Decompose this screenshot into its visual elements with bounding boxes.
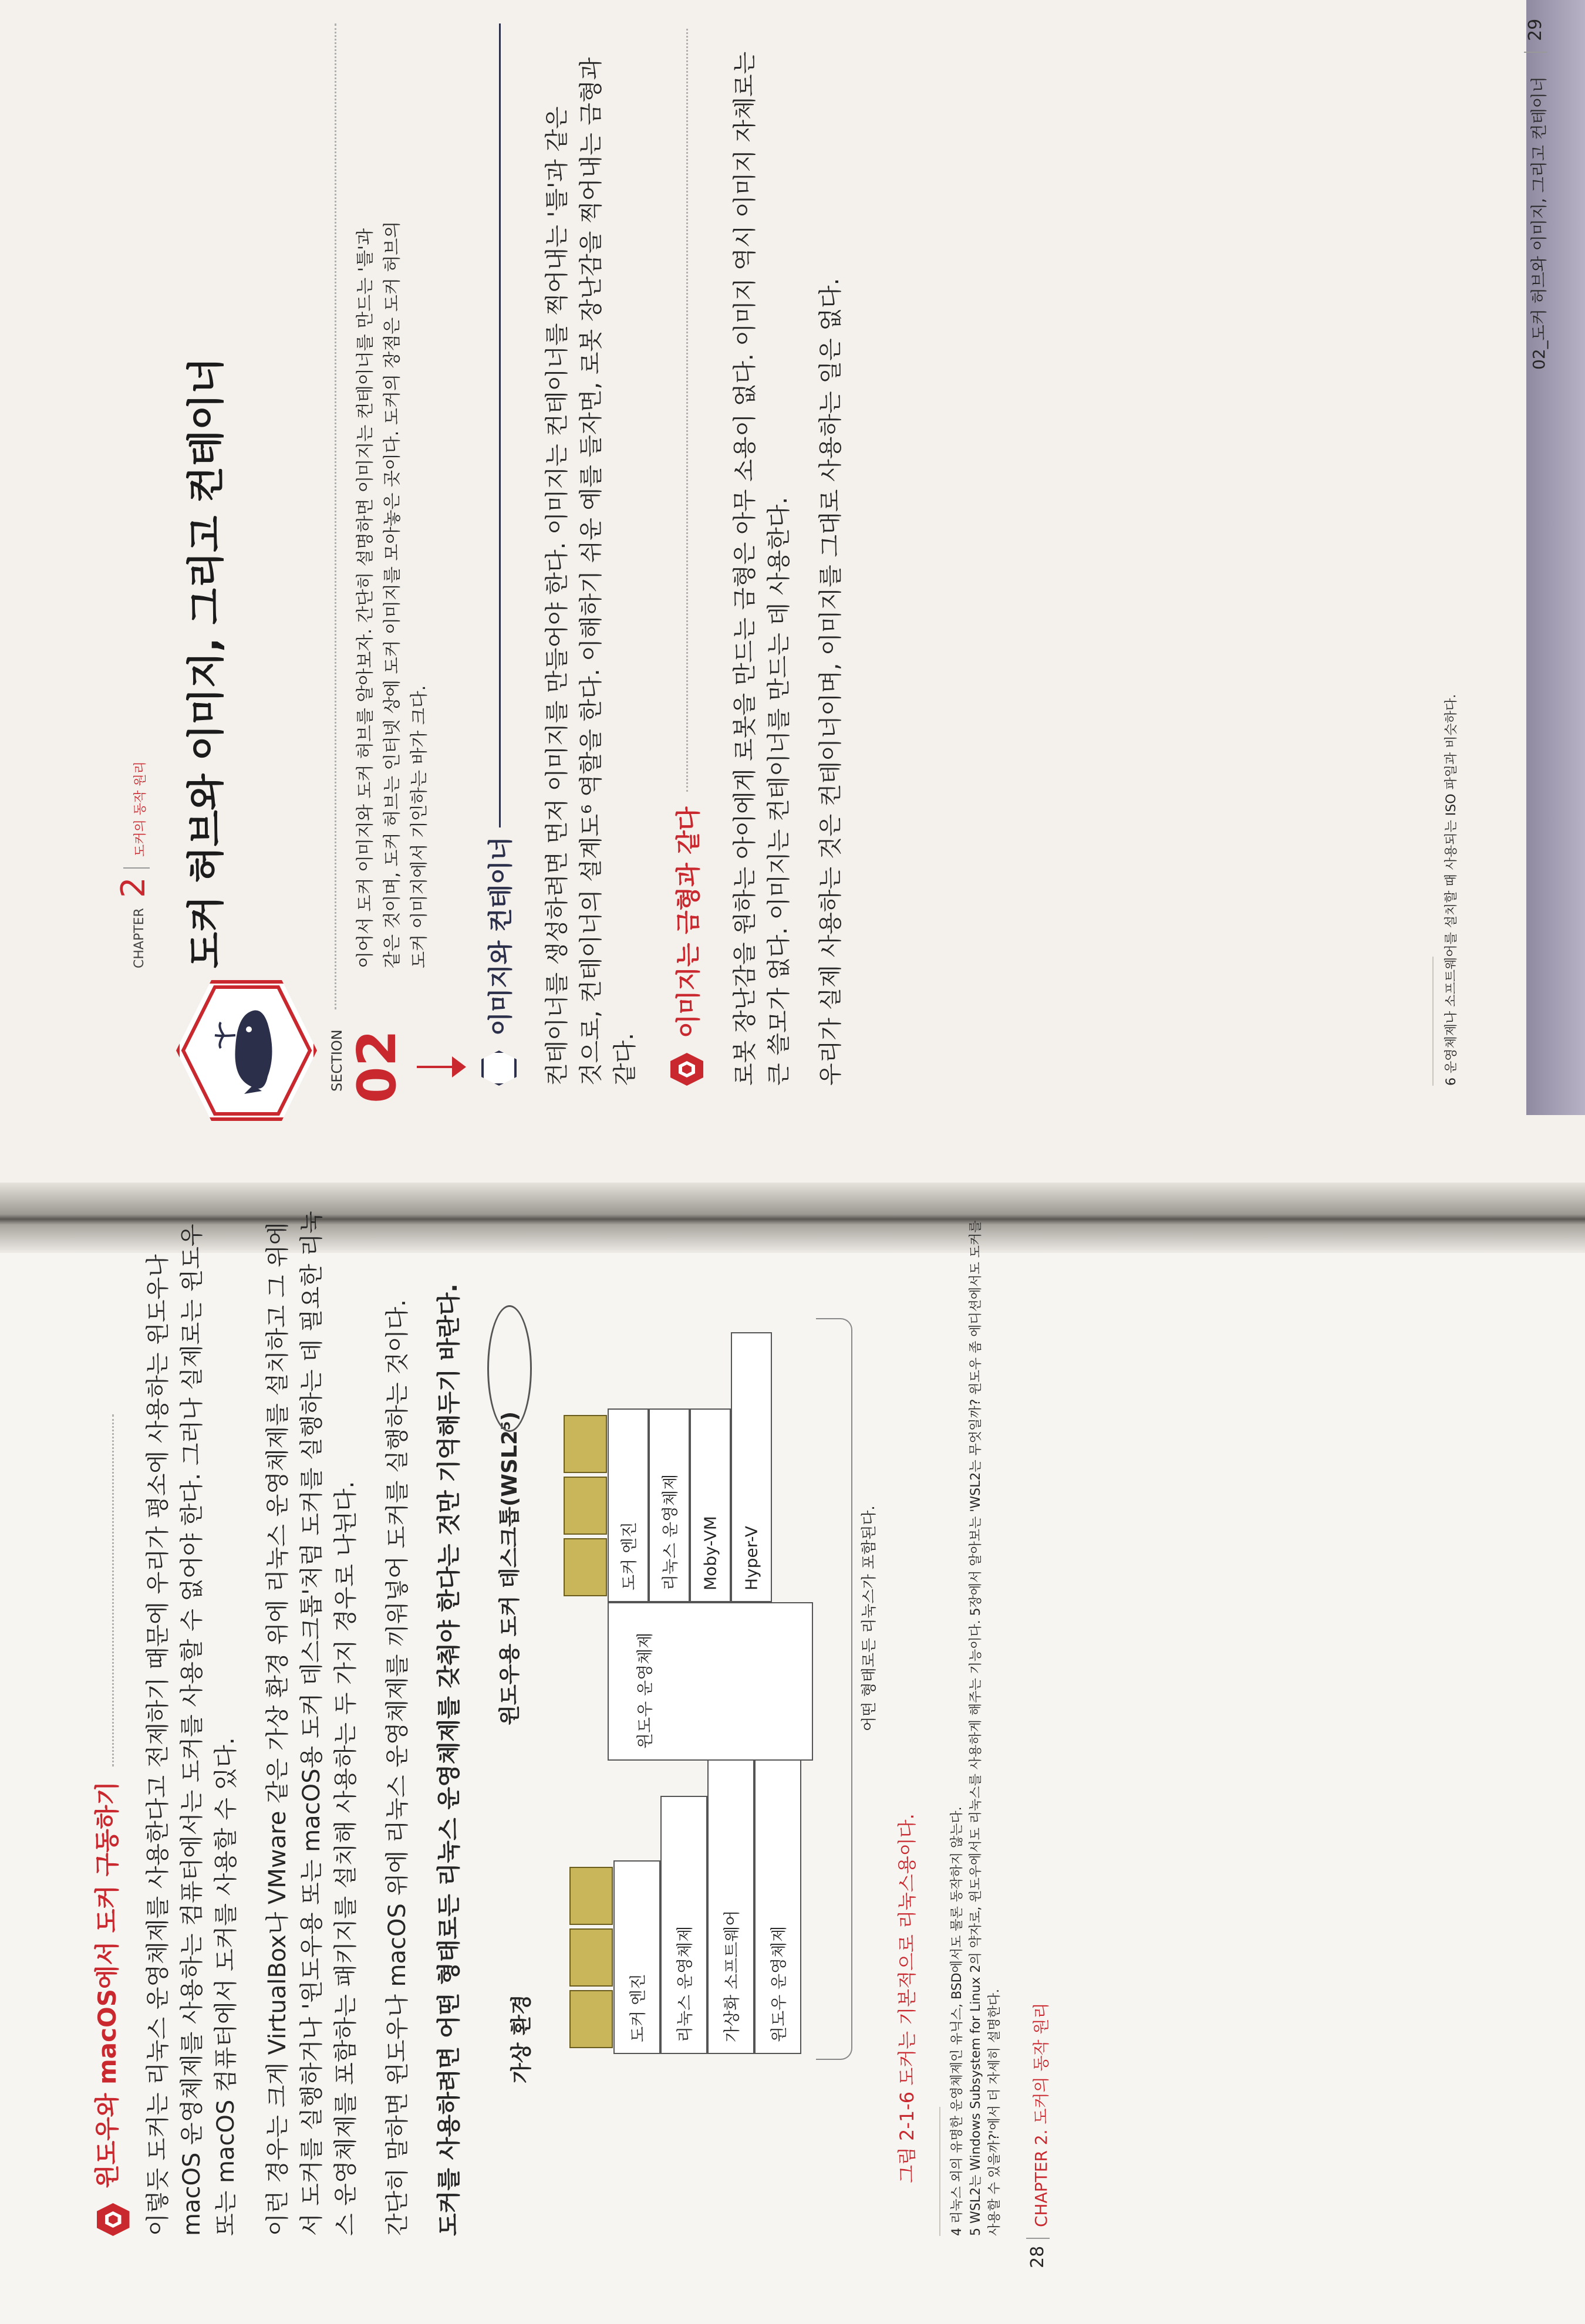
layer-label: 도커 엔진 (619, 1521, 639, 1590)
paragraph: 서 도커를 실행하거나 '윈도우용 또는 macOS용 도커 데스크톱'처럼 도커를 실행하는 데 필요한 리눅 (298, 1211, 325, 2236)
layer-label: 리눅스 운영체제 (675, 1926, 694, 2042)
whale-badge (176, 980, 317, 1121)
chapter-divider (123, 867, 150, 869)
figure-caption (892, 1813, 919, 2183)
intro-line: 같은 것이며, 도커 허브는 인터넷 상에 도커 이미지를 모아놓은 곳이다. 도커의 장점은 도커 허브의 (382, 221, 403, 968)
layer-label: Hyper-V (741, 1526, 761, 1590)
chapter-number: 2 (114, 877, 153, 898)
diagram-right-title: 윈도우용 도커 데스크톱(WSL2⁵) (498, 1411, 522, 1725)
footnote: 5 WSL2는 Windows Subsystem for Linux 2의 약자로, 윈도우에서도 리눅스를 사용하게 해주는 기능이다. 5장에서 알아보는 'WSL2는 무엇일까? 윈도우 좀 에디션에서도 도커를 (969, 1220, 983, 2236)
footer-text: 02_도커 허브와 이미지, 그리고 컨테이너 (1529, 76, 1549, 370)
subsection1-title: 이미지와 컨테이너 (486, 836, 515, 1036)
page-number: 29 (1525, 18, 1546, 41)
paragraph: 간단히 말하면 윈도우나 macOS 위에 리눅스 운영체제를 끼워넣어 도커를 실행하는 것이다. (384, 1299, 411, 2236)
hexagon-outline-icon (481, 1050, 517, 1086)
footnote: 4 리눅스 외의 유명한 운영체제인 유닉스, BSD에서도 물론 동작하지 않는다. (950, 1806, 965, 2236)
layer-label: 리눅스 운영체제 (660, 1474, 680, 1590)
layer-label: Moby-VM (700, 1516, 720, 1590)
diagram-left-title: 가상 환경 (510, 1994, 534, 2083)
page-title: 도커 허브와 이미지, 그리고 컨테이너 (185, 357, 228, 968)
layer-box (608, 1408, 649, 1602)
intro-line: 도커 이미지에서 기인하는 바가 크다. (409, 685, 430, 968)
chapter-label: CHAPTER (132, 908, 147, 968)
whale-icon (180, 984, 313, 1117)
paragraph: 것으로, 컨테이너의 설계도⁶ 역할을 한다. 이해하기 쉬운 예를 들자면, 로봇 장난감을 찍어내는 금형과 (578, 57, 605, 1086)
section-label: SECTION (329, 1029, 345, 1092)
left-page (0, 1162, 1585, 2324)
layer-box (707, 1725, 754, 2054)
container-box (569, 1928, 613, 1987)
layer-box (613, 1860, 660, 2054)
arrow-down-icon (452, 1056, 466, 1077)
subsection1-rule (499, 23, 501, 827)
layer-box (660, 1796, 707, 2054)
layer-label: 도커 엔진 (628, 1973, 648, 2042)
layer-label: 윈도우 운영체제 (769, 1926, 788, 2042)
footnote-divider (1432, 957, 1434, 1086)
page-number: 28 (1027, 2245, 1048, 2268)
footnote: 사용할 수 있을까?'에서 더 자세히 설명한다. (987, 1989, 1002, 2236)
bracket (816, 1318, 852, 2060)
footer-divider (1524, 52, 1547, 53)
layer-label: 윈도우 운영체제 (635, 1632, 655, 1749)
section-heading-row (88, 1414, 130, 2236)
layer-box (649, 1408, 690, 1602)
paragraph: 컨테이너를 생성하려면 먼저 이미지를 만들어야 한다. 이미지는 컨테이너를 찍어내는 '틀'과 같은 (544, 106, 571, 1086)
intro-line: 이어서 도커 이미지와 도커 허브를 알아보자. 간단히 설명하면 이미지는 컨테이너를 만드는 '틀'과 (355, 228, 376, 968)
layer-label: 가상화 소프트웨어 (722, 1910, 741, 2042)
heading-dots (112, 1414, 114, 1766)
paragraph: 스 운영체제를 포함하는 패키지를 설치해 사용하는 두 가지 경우로 나뉜다. (332, 1481, 359, 2236)
paragraph: 같다. (612, 1033, 639, 1086)
footnote-divider (939, 2107, 940, 2236)
paragraph: 또는 macOS 컴퓨터에서 도커를 사용할 수 있다. (213, 1737, 240, 2236)
caption-text: 그림 2-1-6 도커는 기본적으로 리눅스용이다. (896, 1813, 918, 2183)
subsection1-row (481, 837, 517, 1086)
layer-box (731, 1332, 772, 1602)
chapter-sub: 도커의 동작 원리 (133, 761, 148, 857)
paragraph: 로봇 장난감을 원하는 아이에게 로봇을 만드는 금형은 아무 소용이 없다. 이미지 역시 이미지 자체로는 (731, 51, 758, 1086)
container-box (569, 1990, 613, 2048)
layer-box (690, 1408, 731, 1602)
right-page (0, 0, 1585, 1144)
handwritten-circle (487, 1305, 532, 1432)
section-number: 02 (346, 1029, 408, 1103)
heading-dots (686, 29, 688, 792)
paragraph: 이런 경우는 크게 VirtualBox나 VMware 같은 가상 환경 위에 리눅스 운영체제를 설치하고 그 위에 (264, 1222, 291, 2236)
paragraph: 이렇듯 도커는 리눅스 운영체제를 사용한다고 전제하기 때문에 우리가 평소에 사용하는 윈도우나 (144, 1254, 171, 2236)
paragraph: macOS 운영체제를 사용하는 컴퓨터에서는 도커를 사용할 수 없어야 한다. 그러나 실제로는 윈도우 (178, 1224, 205, 2236)
section-heading: 윈도우와 macOS에서 도커 구동하기 (93, 1781, 122, 2188)
layer-box-tall (608, 1602, 813, 1761)
subsection2-title: 이미지는 금형과 같다 (674, 806, 703, 1038)
hexagon-icon (670, 1053, 703, 1086)
container-box (569, 1867, 613, 1925)
footnote: 6 운영체제나 소프트웨어를 설치할 때 사용되는 ISO 파일과 비슷하다. (1444, 694, 1459, 1086)
container-box (564, 1477, 607, 1535)
footer-divider (1026, 2238, 1050, 2239)
paragraph: 우리가 실제 사용하는 것은 컨테이너이며, 이미지를 그대로 사용하는 일은 없다. (817, 278, 844, 1086)
dotted-rule (335, 23, 336, 1009)
footer-text: CHAPTER 2. 도커의 동작 원리 (1031, 2002, 1051, 2227)
hexagon-icon (97, 2203, 130, 2236)
diagram-note: 어떤 형태로든 리눅스가 포함된다. (861, 1505, 878, 1731)
container-box (564, 1415, 607, 1473)
subsection2-row (669, 29, 704, 1086)
paragraph-emphasis: 도커를 사용하려면 어떤 형태로든 리눅스 운영체제를 갖춰야 한다는 것만 기억해두기 바란다. (436, 1283, 463, 2236)
container-box (564, 1538, 607, 1596)
paragraph: 큰 쓸모가 없다. 이미지는 컨테이너를 만드는 데 사용한다. (765, 496, 792, 1086)
